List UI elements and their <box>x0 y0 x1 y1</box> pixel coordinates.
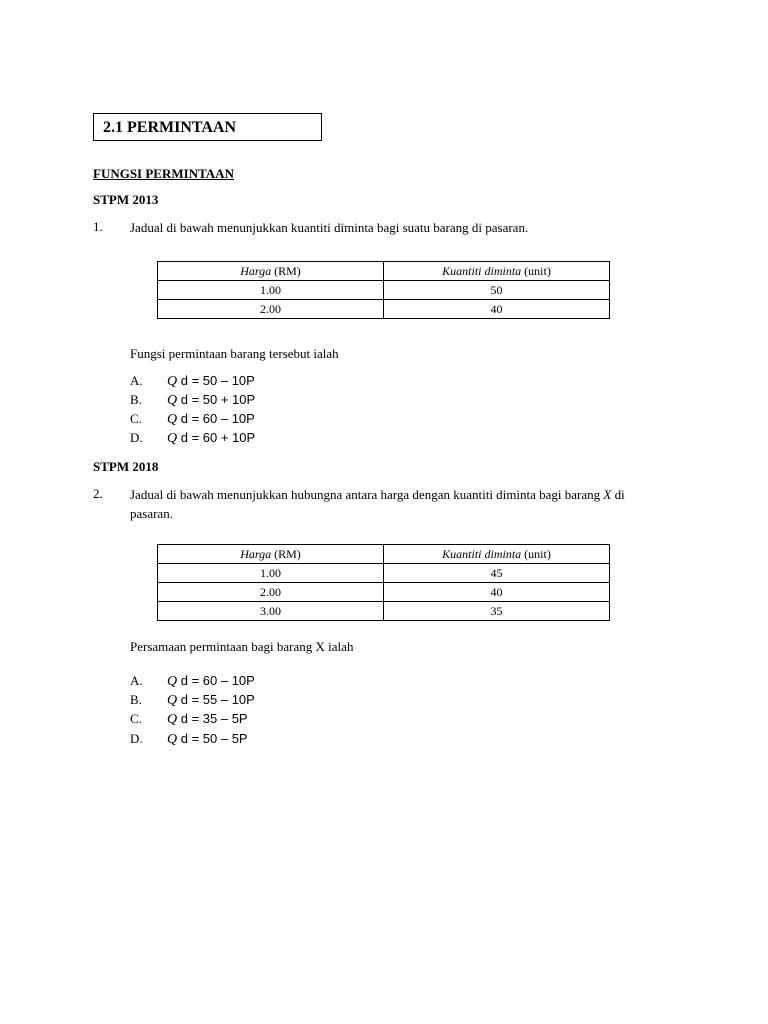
q1-option-c: C. Q d = 60 – 10P <box>130 411 255 427</box>
table-cell: 2.00 <box>158 583 384 602</box>
table-cell: 35 <box>384 602 610 621</box>
q2-number: 2. <box>93 486 103 501</box>
table-row <box>158 281 610 300</box>
section-title: 2.1 PERMINTAAN <box>93 113 322 141</box>
q1-prompt: Fungsi permintaan barang tersebut ialah <box>130 346 339 361</box>
q2-option-d: D. Q d = 50 – 5P <box>130 731 248 747</box>
table-cell: 2.00 <box>158 300 384 319</box>
q1-number: 1. <box>93 219 103 234</box>
q2-option-a: A. Q d = 60 – 10P <box>130 673 255 689</box>
table-row <box>158 564 610 583</box>
q1-table <box>157 261 610 319</box>
q2-prompt: Persamaan permintaan bagi barang X ialah <box>130 639 354 654</box>
table-cell: 3.00 <box>158 602 384 621</box>
q2-option-b: B. Q d = 55 – 10P <box>130 692 255 708</box>
q1-text: Jadual di bawah menunjukkan kuantiti diminta bagi suatu barang di pasaran. <box>130 220 529 235</box>
table-header-cell: Harga (RM) <box>158 545 384 564</box>
q2-text: Jadual di bawah menunjukkan hubungna antara harga dengan kuantiti diminta bagi barang X di pasaran. <box>130 487 625 521</box>
table-row <box>158 300 610 319</box>
table-cell: 1.00 <box>158 281 384 300</box>
table-header-cell: Kuantiti diminta (unit) <box>384 262 610 281</box>
table-header-row <box>158 262 610 281</box>
table-cell: 40 <box>384 300 610 319</box>
table-cell: 45 <box>384 564 610 583</box>
q2-table <box>157 544 610 621</box>
table-header-cell: Kuantiti diminta (unit) <box>384 545 610 564</box>
q1-option-a: A. Q d = 50 – 10P <box>130 373 255 389</box>
table-cell: 1.00 <box>158 564 384 583</box>
q1-option-b: B. Q d = 50 + 10P <box>130 392 256 408</box>
subheading: FUNGSI PERMINTAAN <box>93 166 234 181</box>
q1-option-d: D. Q d = 60 + 10P <box>130 430 256 446</box>
table-cell: 50 <box>384 281 610 300</box>
table-header-cell: Harga (RM) <box>158 262 384 281</box>
q1-year-heading: STPM 2013 <box>93 192 159 207</box>
table-row <box>158 602 610 621</box>
table-cell: 40 <box>384 583 610 602</box>
table-header-row <box>158 545 610 564</box>
table-row <box>158 583 610 602</box>
q2-option-c: C. Q d = 35 – 5P <box>130 711 248 727</box>
q2-year-heading: STPM 2018 <box>93 459 159 474</box>
